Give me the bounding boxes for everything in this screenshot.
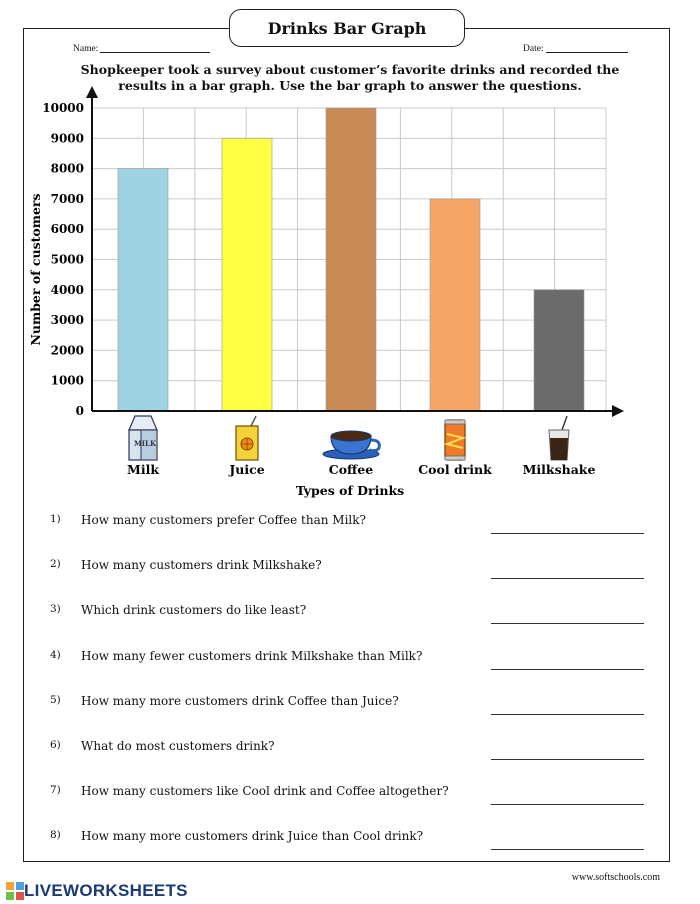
instructions-text: Shopkeeper took a survey about customer’s favorite drinks and recorded the results in a bar graph. Use the bar graph to answer the questions. (80, 62, 620, 93)
answer-line[interactable] (491, 669, 644, 670)
question-text: How many customers prefer Coffee than Milk? (81, 513, 366, 527)
question-row (0, 829, 700, 849)
x-tick-label: Coffee (328, 462, 374, 477)
y-tick-label: 8000 (50, 161, 84, 176)
question-number: 3) (50, 603, 61, 616)
milk-carton-icon (129, 416, 157, 460)
liveworksheets-brand: LIVEWORKSHEETS (24, 881, 188, 900)
y-tick-label: 2000 (50, 343, 84, 358)
y-tick-label: 3000 (50, 313, 84, 328)
question-number: 1) (50, 513, 61, 525)
question-text: How many customers drink Milkshake? (81, 558, 322, 573)
y-tick-label: 6000 (50, 222, 84, 237)
liveworksheets-logo (6, 881, 188, 901)
y-tick-label: 9000 (50, 131, 84, 146)
x-tick-label: Juice (229, 462, 265, 477)
page-title: Drinks Bar Graph (229, 9, 465, 47)
y-tick-label: 5000 (50, 252, 84, 267)
x-tick-label: Milk (127, 462, 159, 477)
question-row (0, 739, 700, 759)
coffee-cup-icon (323, 431, 379, 459)
answer-line[interactable] (491, 578, 644, 579)
question-number: 4) (50, 648, 61, 661)
svg-text:MILK: MILK (134, 439, 157, 448)
question-text: How many customers like Cool drink and Coffee altogether? (81, 784, 449, 799)
question-text: How many fewer customers drink Milkshake than Milk? (81, 648, 423, 663)
bar-milk (118, 169, 168, 411)
question-number: 8) (50, 829, 61, 842)
answer-line[interactable] (491, 759, 644, 760)
y-tick-label: 7000 (50, 191, 84, 206)
x-tick-label: Milkshake (522, 462, 596, 477)
liveworksheets-logo-icon (6, 882, 24, 900)
footer-site: www.softschools.com (571, 872, 660, 883)
answer-line[interactable] (491, 804, 644, 805)
bar-coffee (326, 108, 376, 411)
name-label: Name: (73, 44, 99, 54)
question-row (0, 649, 700, 669)
milkshake-glass-icon (549, 416, 569, 460)
question-row (0, 558, 700, 578)
answer-line[interactable] (491, 623, 644, 624)
answer-line[interactable] (491, 533, 644, 534)
question-number: 7) (50, 784, 61, 797)
juice-box-icon (236, 416, 258, 460)
question-text: Which drink customers do like least? (81, 603, 307, 618)
x-tick-label: Cool drink (418, 462, 492, 477)
bar-juice (222, 138, 272, 411)
date-label: Date: (523, 44, 544, 54)
question-row (0, 784, 700, 804)
answer-line[interactable] (491, 714, 644, 715)
y-tick-label: 10000 (42, 101, 84, 115)
answer-line[interactable] (491, 849, 644, 850)
bar-cool-drink (430, 199, 480, 411)
question-text: What do most customers drink? (81, 739, 275, 753)
bar-milkshake (534, 290, 584, 411)
x-axis-arrow (612, 405, 624, 417)
y-tick-label: 1000 (50, 373, 84, 388)
x-axis-label: Types of Drinks (295, 483, 405, 498)
question-row (0, 694, 700, 714)
question-row (0, 603, 700, 623)
question-number: 2) (50, 558, 61, 571)
y-tick-label: 4000 (50, 282, 84, 297)
question-row (0, 513, 700, 533)
y-axis-arrow (86, 86, 98, 98)
question-text: How many more customers drink Coffee than Juice? (81, 693, 399, 708)
question-text: How many more customers drink Juice than Cool drink? (81, 829, 424, 844)
y-tick-label: 0 (75, 404, 84, 418)
soda-can-icon (445, 420, 465, 460)
question-number: 6) (50, 739, 61, 751)
question-number: 5) (50, 693, 61, 706)
y-axis-label: Number of customers (28, 193, 43, 346)
